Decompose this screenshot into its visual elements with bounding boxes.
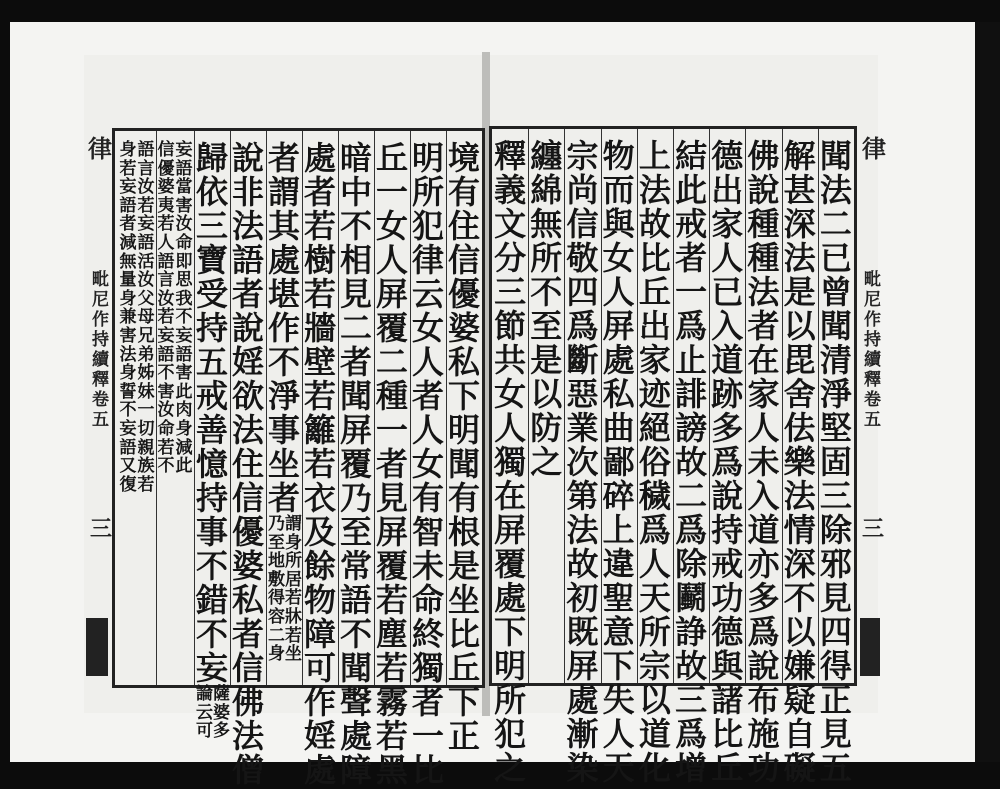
- left-text-column-6: 者 謂 其 處 堪 作 不 淨 事 坐 者: [267, 139, 300, 517]
- column-rule: [446, 131, 447, 685]
- right-text-column-10: 釋 義 文 分 三 節 共 女 人 獨 在 屏 覆 處 下 明 所 犯 之: [494, 137, 527, 787]
- left-margin-char: 律: [88, 134, 112, 163]
- left-margin-ink-mark: [86, 618, 108, 676]
- note-subcolumn: 語 言 汝 若 妄 語 活 汝 父 母 兄 弟 姊 妹 一 切 親 族 若: [137, 140, 155, 495]
- right-text-column-7: 物 而 與 女 人 屏 處 私 曲 鄙 碎 上 違 聖 意 下 失 人 天: [602, 137, 635, 787]
- note-subcolumn: 妄 語 當 害 汝 命 即 思 我 不 妄 語 害 此 肉 身 減 此: [175, 140, 193, 477]
- right-text-column-9: 纏 綿 無 所 不 至 是 以 防 之: [530, 137, 563, 481]
- right-text-column-3: 佛 說 種 種 法 者 在 家 人 未 入 道 亦 多 爲 說 布 施 功: [747, 137, 780, 787]
- scan-border-top: [0, 0, 1000, 14]
- column-rule: [528, 129, 529, 683]
- column-rule: [745, 129, 746, 683]
- column-rule: [230, 131, 231, 685]
- column-rule: [302, 131, 303, 685]
- scan-border-right: [975, 22, 1000, 762]
- column-rule: [338, 131, 339, 685]
- inline-note-line: 謂 身 所 居 若 牀 若 坐: [285, 514, 302, 665]
- right-margin-title: 毗 尼 作 持 續 釋 卷 五: [864, 270, 881, 430]
- right-text-column-2: 解 甚 深 法 是 以 毘 舍 佉 樂 法 情 深 不 以 嫌 疑 自 礙: [783, 137, 816, 787]
- left-text-column-2: 明 所 犯 律 云 女 人 者 人 女 有 智 未 命 終 獨 者 一 比: [411, 139, 444, 789]
- right-margin-char: 律: [862, 134, 886, 163]
- note-column-pair-2: [118, 141, 156, 681]
- left-text-column-5: 處 者 若 樹 若 牆 壁 若 籬 若 衣 及 餘 物 障 可 作 婬 處: [303, 139, 336, 789]
- left-text-frame: [112, 128, 485, 789]
- column-rule: [564, 129, 565, 683]
- right-text-column-4: 德 出 家 人 已 入 道 跡 多 爲 說 持 戒 功 德 與 諸 比 丘: [711, 137, 744, 787]
- left-text-column-7: 說 非 法 語 者 說 婬 欲 法 住 信 優 婆 私 者 信 佛 法 僧: [231, 139, 264, 789]
- column-rule: [709, 129, 710, 683]
- note-subcolumn: 信 優 婆 夷 若 人 語 言 汝 若 妄 語 不 害 汝 命 若 不: [157, 140, 175, 477]
- column-rule: [410, 131, 411, 685]
- inline-note-line: 乃 至 地 敷 得 容 二 身: [268, 514, 285, 665]
- column-rule: [782, 129, 783, 683]
- note-column-pair-1: [156, 141, 194, 681]
- left-text-column-8: 歸 依 三 寶 受 持 五 戒 善 憶 持 事 不 錯 不 妄: [195, 139, 228, 687]
- column-rule: [266, 131, 267, 685]
- left-text-column-4: 暗 中 不 相 見 二 者 聞 屏 覆 乃 至 常 語 不 聞 聲 處 障: [339, 139, 372, 789]
- inline-note-line: 論 云 可: [196, 684, 213, 742]
- inline-note-line: 薩 婆 多: [213, 684, 230, 742]
- right-text-column-6: 上 法 故 比 丘 出 家 迹 絕 俗 穢 爲 人 天 所 宗 以 道 化: [638, 137, 671, 787]
- note-subcolumn: 身 若 妄 語 者 減 無 量 身 兼 害 法 身 誓 不 妄 語 又 復: [119, 140, 137, 495]
- right-text-column-5: 結 此 戒 者 一 爲 止 誹 謗 故 二 爲 除 鬬 諍 故 三 爲 增: [675, 137, 708, 787]
- left-text-column-1: 境 有 住 信 優 婆 私 下 明 聞 有 根 是 坐 比 丘 下 正: [447, 139, 480, 755]
- left-text-column-3: 丘 一 女 人 屏 覆 二 種 一 者 見 屏 覆 若 塵 若 霧 若 黑: [375, 139, 408, 789]
- column-rule: [156, 131, 157, 685]
- column-rule: [637, 129, 638, 683]
- left-page-folio: 三: [90, 516, 113, 542]
- column-rule: [601, 129, 602, 683]
- column-rule: [194, 131, 195, 685]
- column-rule: [374, 131, 375, 685]
- right-text-column-1: 聞 法 二 已 曾 聞 清 淨 堅 固 三 除 邪 見 四 得 正 見 五: [819, 137, 852, 787]
- right-margin-ink-mark: [860, 618, 880, 676]
- column-rule: [673, 129, 674, 683]
- right-text-frame: [489, 126, 857, 787]
- left-margin-title: 毗 尼 作 持 續 釋 卷 五: [92, 270, 109, 430]
- right-text-column-8: 宗 尚 信 敬 四 爲 斷 惡 業 次 第 法 故 初 既 屏 處 漸 染: [566, 137, 599, 787]
- column-rule: [818, 129, 819, 683]
- right-page-folio: 三: [862, 516, 885, 542]
